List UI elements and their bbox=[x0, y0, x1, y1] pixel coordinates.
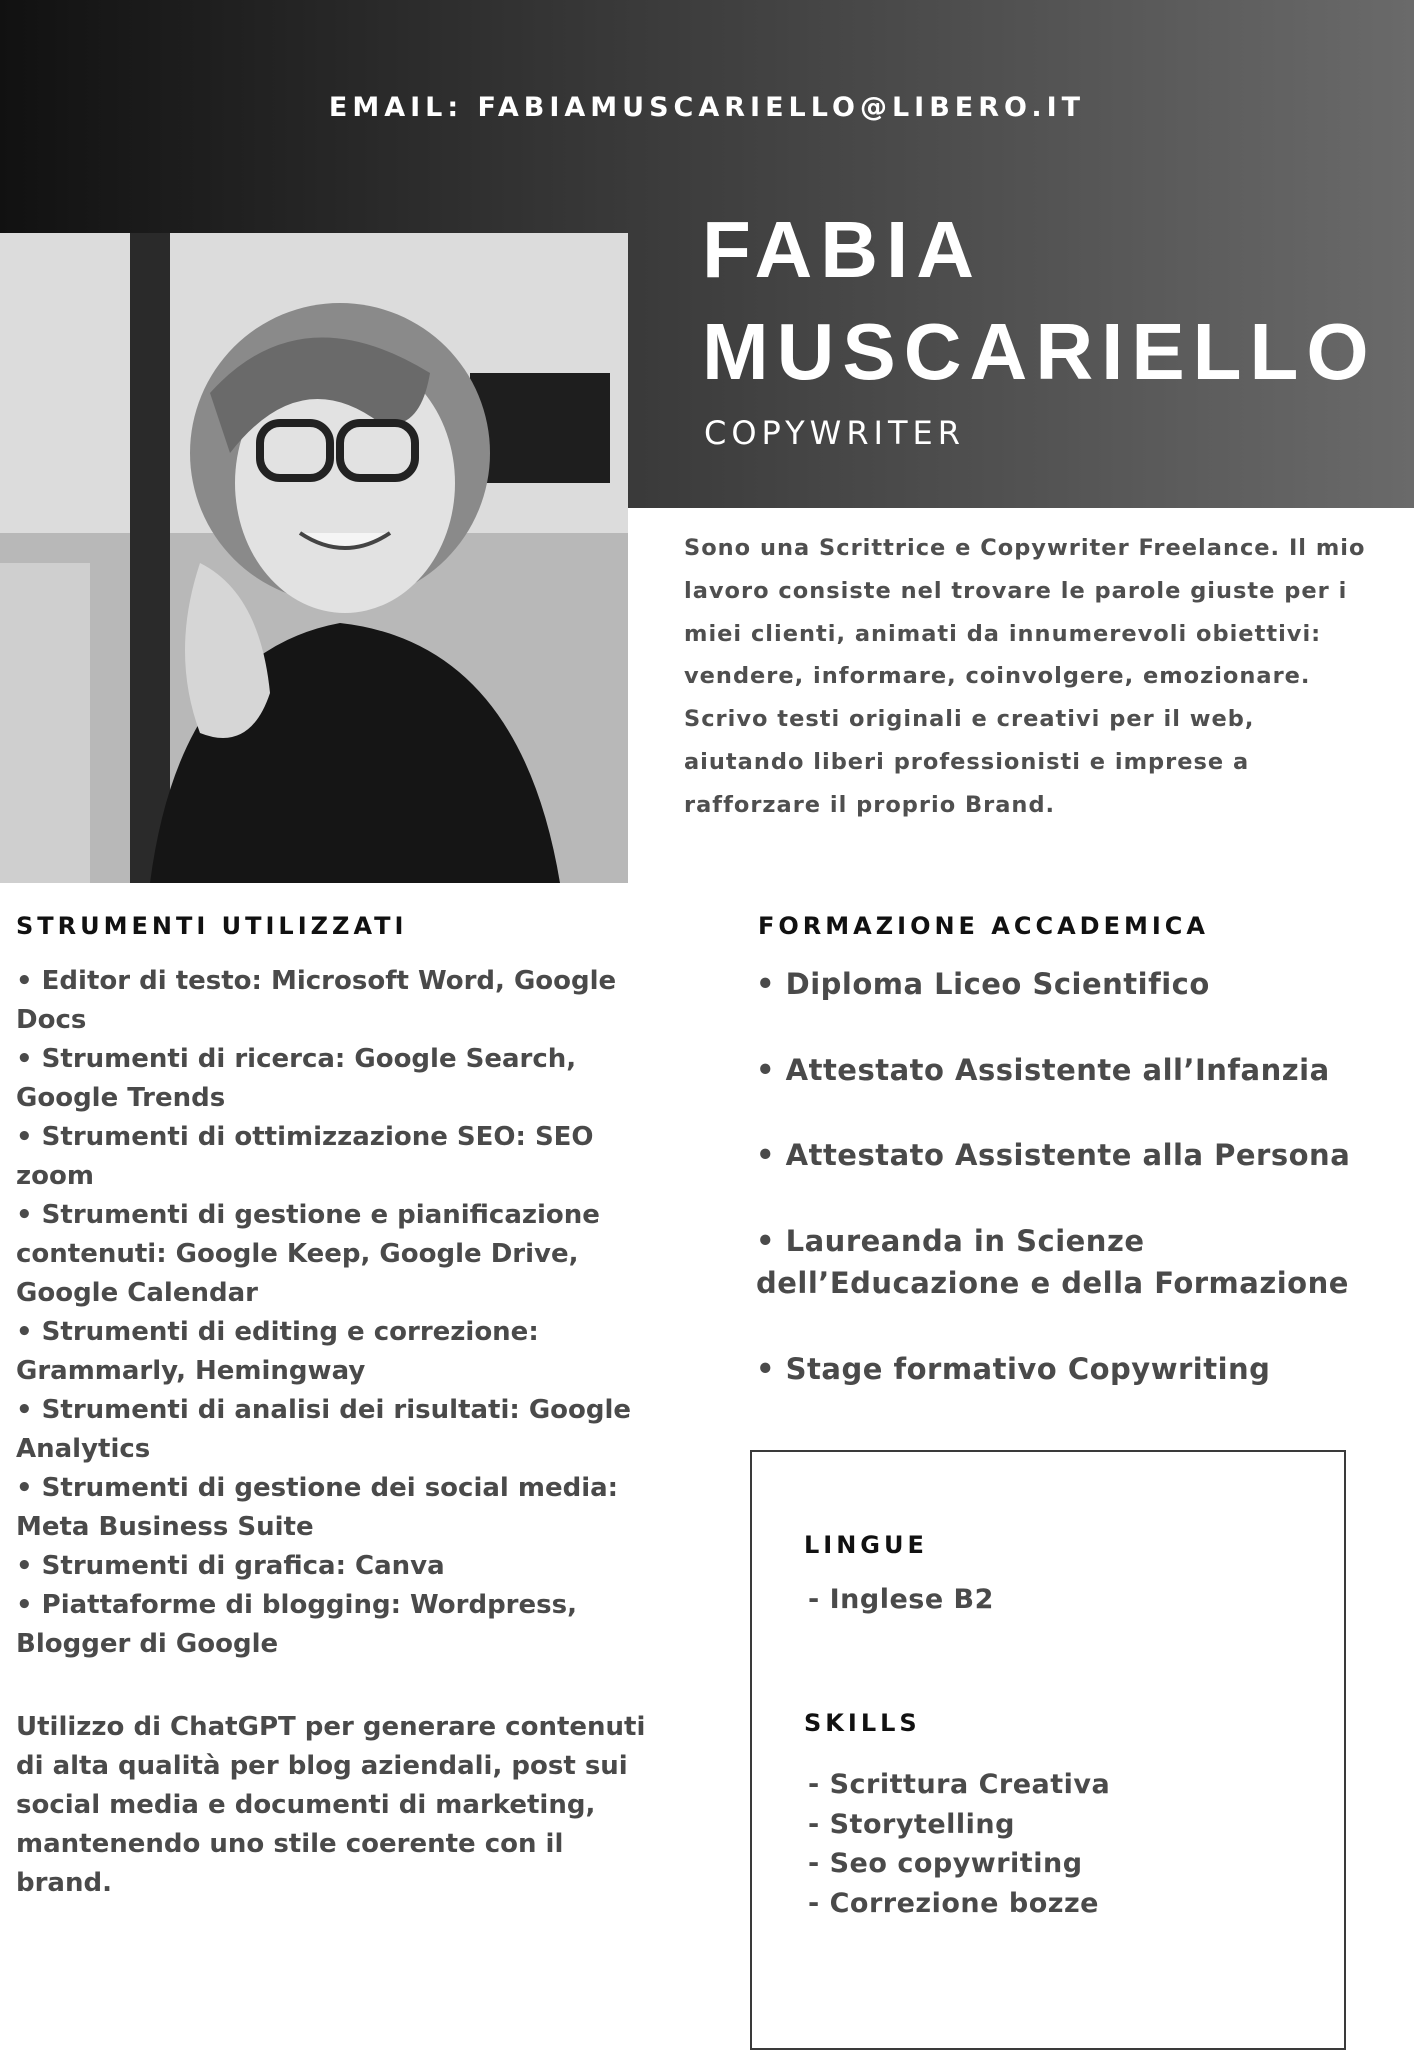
skills-list bbox=[808, 1765, 1110, 1923]
email-address[interactable]: EMAIL: FABIAMUSCARIELLO@LIBERO.IT bbox=[328, 92, 1086, 123]
education-section-title: FORMAZIONE ACCADEMICA bbox=[758, 912, 1209, 940]
education-item: • Laureanda in Scienze dell’Educazione e della Formazione bbox=[756, 1224, 1349, 1300]
list-item: • Strumenti di grafica: Canva bbox=[16, 1551, 445, 1581]
chatgpt-note: Utilizzo di ChatGPT per generare contenuti di alta qualità per blog aziendali, post sui social media e documenti di marketing, mantenendo uno stile coerente con il brand. bbox=[16, 1712, 646, 1898]
bio-paragraph: Sono una Scrittrice e Copywriter Freelance. Il mio lavoro consiste nel trovare le parole giuste per i miei clienti, animati da innumerevoli obiettivi: vendere, informare, coinvolgere, emozionare. Scrivo testi originali e creativi per il web, aiutando liberi professionisti e imprese a rafforzare il proprio Brand. bbox=[684, 535, 1366, 818]
list-item: - Storytelling bbox=[808, 1808, 1015, 1840]
list-item: • Strumenti di ricerca: Google Search, Google Trends bbox=[16, 1044, 577, 1113]
list-item: • Strumenti di gestione dei social media: Meta Business Suite bbox=[16, 1473, 619, 1542]
list-item: - Correzione bozze bbox=[808, 1887, 1099, 1919]
languages-section-title: LINGUE bbox=[804, 1531, 928, 1559]
list-item: • Strumenti di ottimizzazione SEO: SEO zoom bbox=[16, 1122, 594, 1191]
job-title: COPYWRITER bbox=[704, 414, 965, 452]
tools-list bbox=[16, 962, 656, 1664]
list-item: • Editor di testo: Microsoft Word, Google Docs bbox=[16, 966, 617, 1035]
education-item: • Attestato Assistente alla Persona bbox=[756, 1138, 1351, 1172]
list-item: • Strumenti di analisi dei risultati: Google Analytics bbox=[16, 1395, 632, 1464]
education-item: • Stage formativo Copywriting bbox=[756, 1352, 1271, 1386]
profile-photo bbox=[0, 233, 628, 883]
skills-section-title: SKILLS bbox=[804, 1709, 921, 1737]
list-item: • Piattaforme di blogging: Wordpress, Blogger di Google bbox=[16, 1590, 577, 1659]
first-name: FABIA bbox=[702, 205, 982, 294]
list-item: - Inglese B2 bbox=[808, 1584, 994, 1615]
languages-list bbox=[808, 1580, 994, 1620]
list-item: - Scrittura Creativa bbox=[808, 1769, 1111, 1800]
last-name: MUSCARIELLO bbox=[702, 307, 1377, 396]
list-item: - Seo copywriting bbox=[808, 1848, 1083, 1879]
list-item: • Strumenti di editing e correzione: Grammarly, Hemingway bbox=[16, 1317, 539, 1386]
list-item: • Strumenti di gestione e pianificazione contenuti: Google Keep, Google Drive, Google Calendar bbox=[16, 1200, 600, 1308]
education-item: • Attestato Assistente all’Infanzia bbox=[756, 1053, 1330, 1087]
tools-section-title: STRUMENTI UTILIZZATI bbox=[16, 912, 408, 940]
education-item: • Diploma Liceo Scientifico bbox=[756, 967, 1210, 1001]
